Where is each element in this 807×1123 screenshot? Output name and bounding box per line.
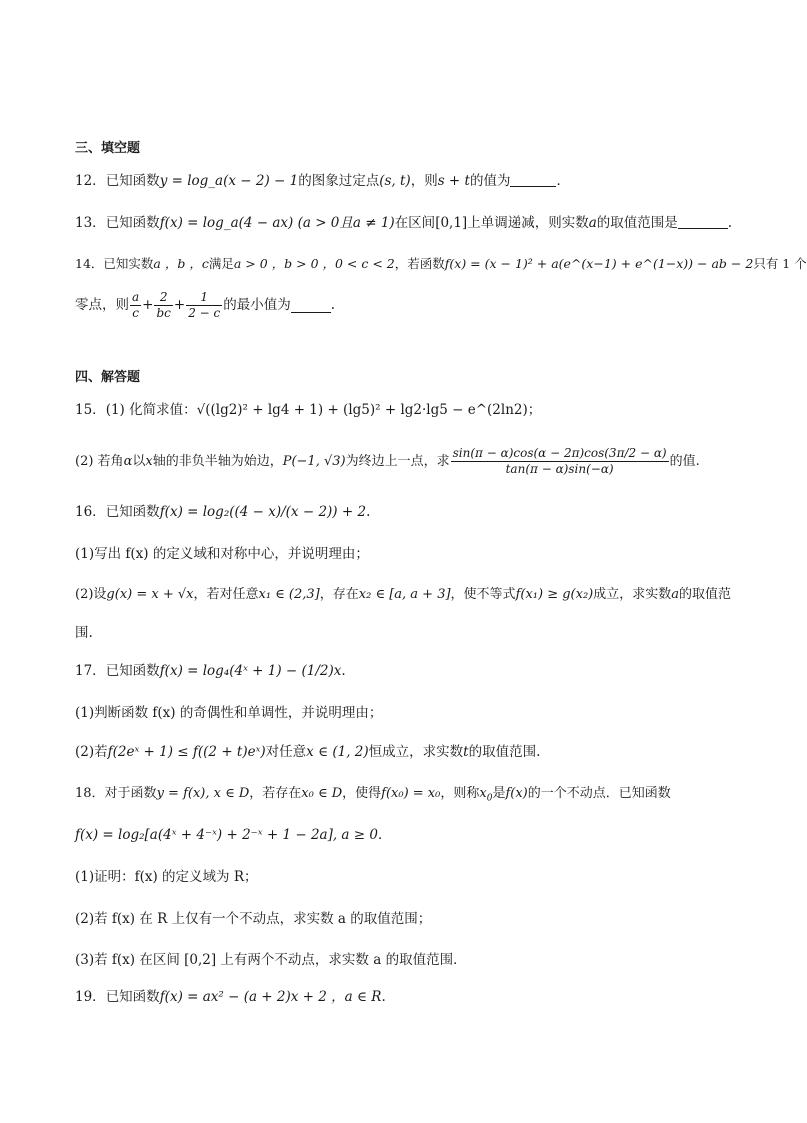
question-16: 16．已知函数f(x) = log₂((4 − x)/(x − 2)) + 2. bbox=[75, 504, 371, 520]
question-18-line-2 bbox=[75, 826, 725, 844]
question-text: ，若对任意 bbox=[193, 587, 259, 602]
question-text: 的最小值为 bbox=[223, 297, 291, 313]
section-title-fill: 三、填空题 bbox=[75, 141, 141, 156]
question-text: 的一个不动点．已知函数 bbox=[527, 786, 671, 801]
question-text: 的取值范围是 bbox=[596, 215, 678, 231]
question-16-part-1: (1)写出 f(x) 的定义域和对称中心，并说明理由； bbox=[75, 546, 369, 562]
question-text: 已知实数 bbox=[103, 256, 154, 271]
question-number: 14． bbox=[75, 256, 104, 271]
question-13 bbox=[75, 214, 733, 232]
question-text: 满足 bbox=[208, 256, 234, 271]
question-text: ，使得 bbox=[342, 786, 382, 801]
formula: a bbox=[588, 215, 597, 231]
question-text: 为终边上一点，求 bbox=[345, 454, 450, 469]
question-17-part-2: (2)若f(2eˣ + 1) ≤ f((2 + t)eˣ)对任意x ∈ (1, 2)恒成立，求实数t的取值范围. bbox=[75, 744, 541, 760]
fraction: $\frac{2}{bc}$ bbox=[156, 290, 171, 320]
question-18-part-1: (1)证明：f(x) 的定义域为 R； bbox=[75, 869, 258, 885]
question-16-part-2-wrap: 围. bbox=[75, 625, 93, 641]
question-text: ，则 bbox=[410, 173, 438, 189]
formula: f(2eˣ + 1) ≤ f((2 + t)eˣ) bbox=[107, 744, 266, 760]
question-12 bbox=[75, 172, 725, 190]
punctuation: . bbox=[727, 215, 733, 231]
question-text: ，则称 bbox=[440, 786, 480, 801]
question-19 bbox=[75, 988, 725, 1006]
question-number: 16． bbox=[75, 504, 106, 520]
question-number: 19． bbox=[75, 989, 106, 1005]
question-text: 的取值范围. bbox=[468, 744, 541, 760]
question-text: ，若函数 bbox=[394, 256, 445, 271]
formula: (s, t) bbox=[379, 173, 411, 189]
question-number: 15． bbox=[75, 402, 106, 418]
question-text: (2) 若角 bbox=[75, 454, 124, 469]
formula: x₁ ∈ (2,3] bbox=[258, 587, 320, 602]
question-text: (2)设 bbox=[75, 587, 107, 602]
punctuation: ； bbox=[527, 402, 542, 418]
punctuation: ． bbox=[377, 827, 392, 843]
question-text: 已知函数 bbox=[105, 173, 160, 189]
formula: y = f(x), x ∈ D bbox=[156, 786, 250, 801]
formula: P(−1, √3) bbox=[282, 454, 346, 469]
formula: f(x) = log₂[a(4ˣ + 4⁻ˣ) + 2⁻ˣ + 1 − 2a], a ≥ 0 bbox=[75, 827, 378, 843]
question-text: 的取值范 bbox=[679, 587, 732, 602]
question-17-part-1: (1)判断函数 f(x) 的奇偶性和单调性，并说明理由； bbox=[75, 705, 383, 721]
formula: a > 0 ，b > 0 ，0 < c < 2 bbox=[233, 256, 395, 271]
question-text: 已知函数 bbox=[105, 215, 160, 231]
formula: y = log_a(x − 2) − 1 bbox=[159, 173, 299, 189]
formula: x ∈ (1, 2) bbox=[306, 744, 369, 760]
question-text: 已知函数 bbox=[105, 989, 160, 1005]
question-15-part-1 bbox=[75, 401, 725, 419]
formula: [0,1] bbox=[435, 215, 468, 231]
formula: x bbox=[145, 454, 153, 469]
question-text: (2)若 bbox=[75, 744, 108, 760]
question-18-part-2: (2)若 f(x) 在 R 上仅有一个不动点，求实数 a 的取值范围； bbox=[75, 911, 432, 927]
answer-blank bbox=[678, 214, 728, 229]
question-15-part-2 bbox=[75, 440, 725, 484]
section-title-answer: 四、解答题 bbox=[75, 370, 141, 385]
question-18-line-1: 18．对于函数y = f(x), x ∈ D，若存在x₀ ∈ D，使得f(x₀) = x₀，则称$x_0$是f(x)的一个不动点．已知函数 bbox=[75, 786, 671, 804]
formula: f(x) = log_a(4 − ax) (a > 0且a ≠ 1) bbox=[159, 215, 395, 231]
question-text: 零点，则 bbox=[75, 297, 129, 313]
question-text: 已知函数 bbox=[105, 504, 160, 520]
question-number: 13． bbox=[75, 215, 106, 231]
fraction: $\frac{a}{c}$ bbox=[132, 290, 140, 320]
formula: x₀ ∈ D bbox=[301, 786, 343, 801]
formula: f(x) = (x − 1)² + a(e^(x−1) + e^(1−x)) − ab − 2 bbox=[444, 256, 754, 271]
question-16-part-2: (2)设g(x) = x + √x，若对任意x₁ ∈ (2,3]，存在x₂ ∈ [a, a + 3]，使不等式f(x₁) ≥ g(x₂)成立，求实数a的取值范 bbox=[75, 587, 732, 602]
punctuation: . bbox=[381, 989, 386, 1005]
question-text: 的图象过定点 bbox=[298, 173, 380, 189]
question-text: 是 bbox=[492, 786, 506, 801]
fraction: $\frac{\sin(\pi - \alpha)\cos(\alpha - 2\pi)\cos(3\pi/2 - \alpha)}{\tan(\pi - \alpha)\sin(-\alpha)}$ bbox=[452, 446, 667, 476]
question-14-line-2: 零点，则 $\frac{a}{c}$ + $\frac{2}{bc}$ + $\frac{1}{2 - c}$ 的最小值为 . bbox=[75, 290, 336, 320]
formula: √((lg2)² + lg4 + 1) + (lg5)² + lg2·lg5 − e^(2ln2) bbox=[196, 402, 528, 418]
fraction: $\frac{1}{2 - c}$ bbox=[188, 290, 221, 320]
formula: x₂ ∈ [a, a + 3] bbox=[358, 587, 451, 602]
question-number: 17． bbox=[75, 663, 106, 679]
question-text: 在区间 bbox=[394, 215, 436, 231]
question-number: 12． bbox=[75, 173, 106, 189]
question-text: 对于函数 bbox=[104, 786, 157, 801]
formula: f(x) = log₂((4 − x)/(x − 2)) + 2 bbox=[159, 504, 367, 520]
answer-blank bbox=[510, 172, 556, 187]
question-14-line-1 bbox=[75, 255, 807, 273]
question-text: 的值. bbox=[669, 454, 700, 469]
formula: f(x₀) = x₀ bbox=[381, 786, 441, 801]
answer-blank bbox=[291, 298, 331, 313]
question-text: (1) 化简求值： bbox=[105, 402, 197, 418]
formula: f(x) = log₄(4ˣ + 1) − (1/2)x bbox=[159, 663, 342, 679]
formula: f(x₁) ≥ g(x₂) bbox=[515, 587, 594, 602]
punctuation: . bbox=[330, 297, 336, 313]
question-text: 只有 1 个 bbox=[753, 256, 807, 271]
formula: f(x) = ax² − (a + 2)x + 2 ，a ∈ R bbox=[159, 989, 382, 1005]
question-number: 18． bbox=[75, 786, 105, 801]
formula: g(x) = x + √x bbox=[106, 587, 194, 602]
formula: s + t bbox=[437, 173, 470, 189]
punctuation: ． bbox=[556, 173, 570, 189]
question-text: 轴的非负半轴为始边， bbox=[152, 454, 283, 469]
question-17: 17．已知函数f(x) = log₄(4ˣ + 1) − (1/2)x. bbox=[75, 663, 346, 679]
question-18-part-3: (3)若 f(x) 在区间 [0,2] 上有两个不动点，求实数 a 的取值范围． bbox=[75, 952, 467, 968]
question-text: ，存在 bbox=[319, 587, 359, 602]
question-text: 恒成立，求实数 bbox=[368, 744, 464, 760]
question-text: 上单调递减，则实数 bbox=[467, 215, 589, 231]
question-text: ，使不等式 bbox=[450, 587, 516, 602]
question-text: 的值为 bbox=[469, 173, 511, 189]
question-text: 成立，求实数 bbox=[593, 587, 672, 602]
formula: a ，b ，c bbox=[153, 256, 209, 271]
question-text: ，若存在 bbox=[249, 786, 302, 801]
question-text: 以 bbox=[132, 454, 146, 469]
question-text: 对任意 bbox=[265, 744, 307, 760]
question-text: 已知函数 bbox=[105, 663, 160, 679]
formula: α bbox=[123, 454, 133, 469]
